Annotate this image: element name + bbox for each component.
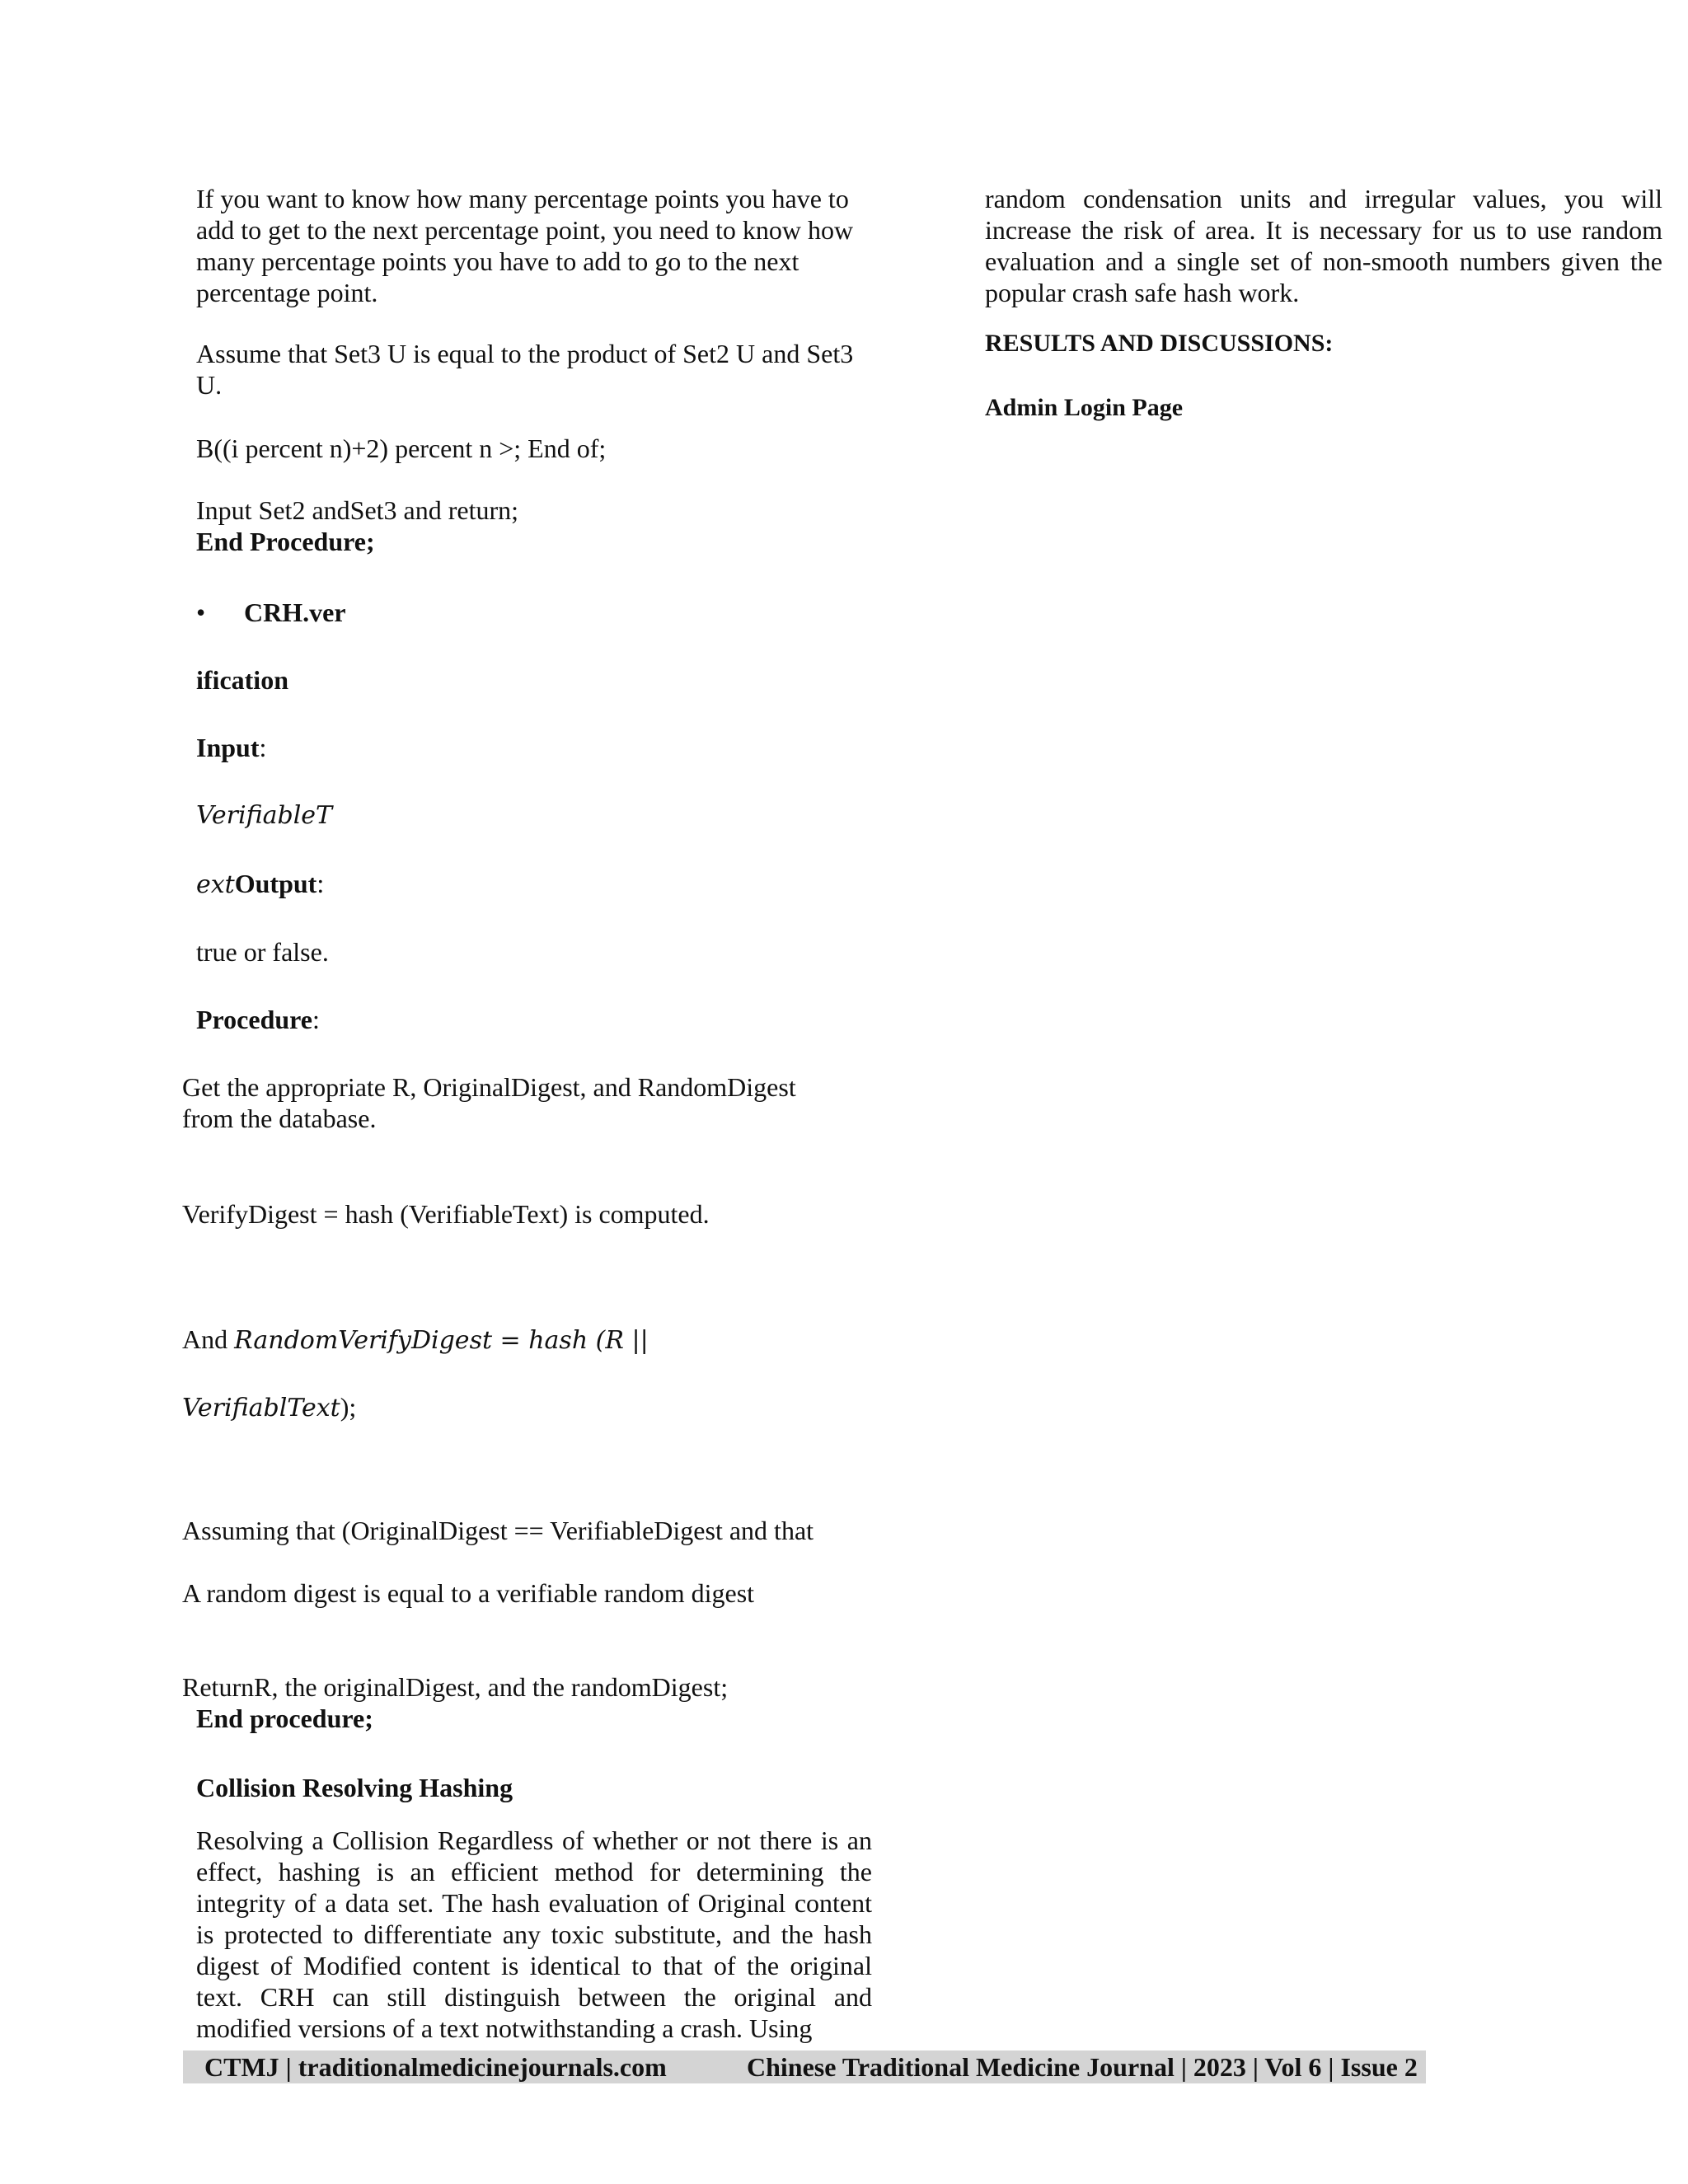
output-label-line (196, 868, 324, 901)
math-verifiable-t: VerifiableT (196, 801, 333, 830)
footer-journal-citation: Chinese Traditional Medicine Journal | 2023 | Vol 6 | Issue 2 (747, 2052, 1418, 2082)
math-verifiabl-text: VerifiablText (182, 1394, 340, 1422)
assuming-line: Assuming that (OriginalDigest == VerifiableDigest and that (182, 1516, 814, 1545)
output-colon: : (316, 869, 325, 898)
and-text: And (182, 1324, 235, 1354)
paragraph-percentage-points: If you want to know how many percentage points you have to add to get to the next percentage point, you need to know how many percentage points you have to add to go to the next percentage point. (196, 184, 854, 307)
paragraph-collision-body: Resolving a Collision Regardless of whether or not there is an effect, hashing is an efficient method for determining the integrity of a data set. The hash evaluation of Original content is protected to differentiate any toxic substitute, and the hash digest of Modified content is identical to that of the original text. CRH can still distinguish between the original and modified versions of a text notwithstanding a crash. Using (196, 1825, 872, 2043)
paren-semicolon: ); (340, 1392, 357, 1422)
bullet-label: CRH.ver (244, 598, 346, 627)
procedure-label-line (196, 1004, 320, 1035)
get-digest-line-2: from the database. (182, 1104, 377, 1133)
word-fragment-ification: ification (196, 665, 288, 695)
end-procedure-2: End procedure; (196, 1704, 373, 1733)
input-label: Input (196, 733, 260, 762)
subheading-admin-login: Admin Login Page (985, 394, 1184, 421)
paragraph-input-return: Input Set2 andSet3 and return; (196, 495, 519, 525)
procedure-colon: : (312, 1005, 320, 1034)
end-procedure-1: End Procedure; (196, 527, 375, 556)
paragraph-formula-line: B((i percent n)+2) percent n >; End of; (196, 434, 607, 463)
paragraph-random-condensation: random condensation units and irregular values, you will increase the risk of area. It is necessary for us to use random evaluation and a single set of non-smooth numbers given the popular crash safe hash work. (985, 184, 1662, 307)
verify-digest-line: VerifyDigest = hash (VerifiableText) is computed. (182, 1199, 710, 1229)
return-line: ReturnR, the originalDigest, and the randomDigest; (182, 1672, 729, 1702)
bullet-item-crh-ver (196, 597, 691, 630)
verifiabl-text-line (182, 1391, 356, 1424)
input-colon: : (259, 733, 267, 762)
random-verify-line (182, 1324, 649, 1357)
footer-journal-site: CTMJ | traditionalmedicinejournals.com (204, 2052, 667, 2082)
paragraph-set3-assumption: Assume that Set3 U is equal to the product of Set2 U and Set3 U. (196, 339, 854, 400)
procedure-label: Procedure (196, 1005, 312, 1034)
true-false-line: true or false. (196, 937, 329, 967)
input-label-line (196, 732, 266, 763)
get-digest-line-1: Get the appropriate R, OriginalDigest, and RandomDigest (182, 1072, 796, 1102)
output-label: Output (234, 869, 317, 898)
heading-results-discussions: RESULTS AND DISCUSSIONS: (985, 330, 1334, 357)
page-footer (183, 2050, 1426, 2083)
random-digest-line: A random digest is equal to a verifiable random digest (182, 1578, 755, 1608)
bullet-dot-icon: • (196, 598, 206, 627)
math-ext: ext (196, 870, 235, 899)
math-random-verify-digest: RandomVerifyDigest = hash (R || (234, 1326, 649, 1355)
section-heading-collision: Collision Resolving Hashing (196, 1773, 513, 1802)
